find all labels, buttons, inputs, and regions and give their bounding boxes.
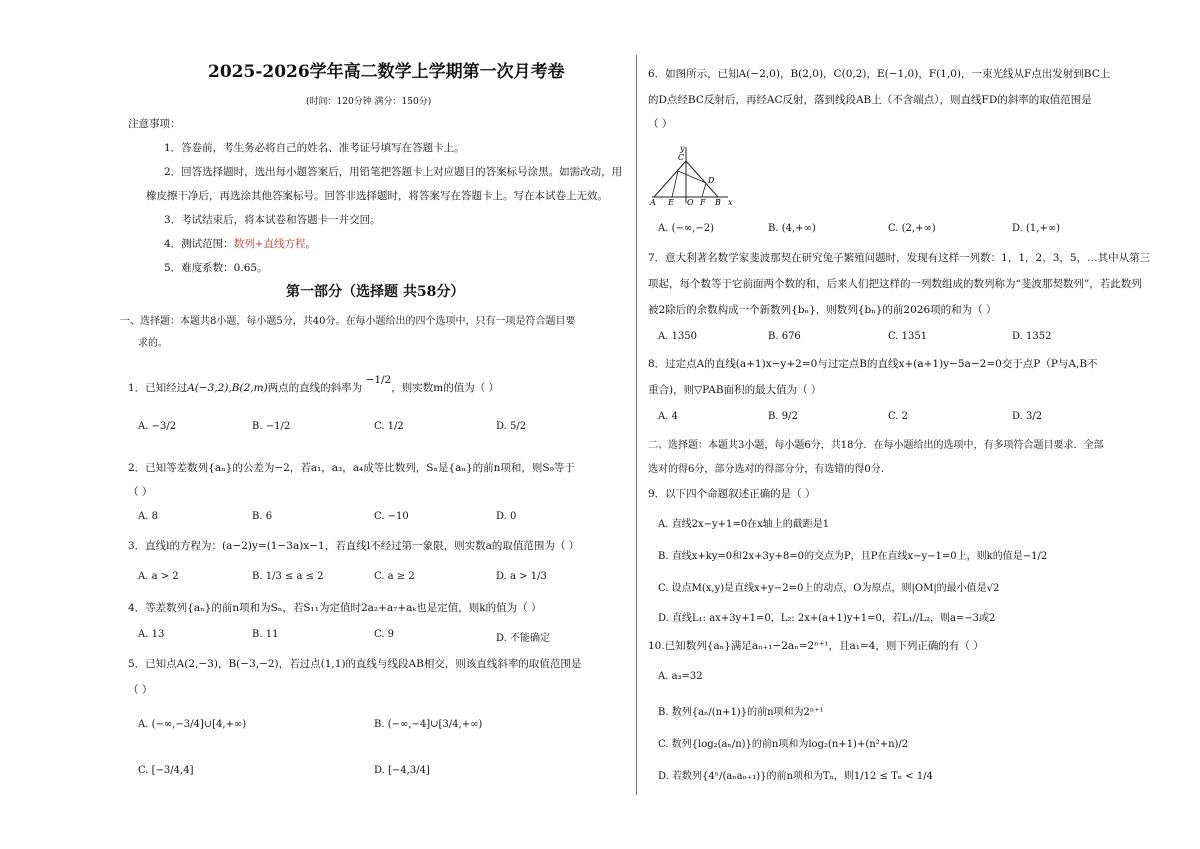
q9-option-d[interactable]: D. 直线L₁: ax+3y+1=0，L₂: 2x+(a+1)y+1=0，若L₁//L₂，则a=−3或2 <box>658 613 996 624</box>
q4-stem: 4．等差数列{aₙ}的前n项和为Sₙ，若S₁₁为定值时2a₂+a₇+aₖ也是定值，则k的值为（ ） <box>128 602 542 614</box>
note-4-label: 4．测试范围： <box>164 238 234 250</box>
q2-option-a[interactable]: A. 8 <box>138 511 158 522</box>
q6-option-a[interactable]: A. (−∞,−2) <box>658 223 715 234</box>
q6-figure <box>648 143 738 205</box>
q6-line-ac <box>654 161 686 197</box>
q7-option-c[interactable]: C. 1351 <box>888 331 928 342</box>
q5-stem: 5．已知点A(2,−3)，B(−3,−2)，若过点(1,1)的直线与线段AB相交，则该直线斜率的取值范围是 <box>128 658 582 670</box>
note-2a: 2．回答选择题时，选出每小题答案后，用铅笔把答题卡上对应题目的答案标号涂黑。如需改动，用 <box>164 166 623 178</box>
q8-option-d[interactable]: D. 3/2 <box>1012 411 1043 422</box>
q1-option-b[interactable]: B. −1/2 <box>252 421 291 432</box>
q8-option-b[interactable]: B. 9/2 <box>768 411 798 422</box>
q6-label-a: A <box>650 198 656 205</box>
q9-option-b[interactable]: B. 直线x+ky=0和2x+3y+8=0的交点为P，且P在直线x−y−1=0上，则k的值是−1/2 <box>658 551 1048 562</box>
q4-option-d[interactable]: D. 不能确定 <box>496 633 551 644</box>
column-divider <box>636 55 637 795</box>
q8-stem-b: 重合)，则▽PAB面积的最大值为（ ） <box>648 384 822 396</box>
q4-option-c[interactable]: C. 9 <box>374 629 395 640</box>
q2-option-b[interactable]: B. 6 <box>252 511 273 522</box>
q5-option-c[interactable]: C. [−3/4,4] <box>138 765 194 776</box>
q8-stem-a: 8．过定点A的直线(a+1)x−y+2=0与过定点B的直线x+(a+1)y−5a−2=0交于点P（P与A,B不 <box>648 358 1098 370</box>
q4-option-a[interactable]: A. 13 <box>138 629 165 640</box>
q6-label-e: E <box>668 198 674 205</box>
q10-option-a[interactable]: A. a₃=32 <box>658 671 703 682</box>
exam-title: 2025-2026学年高二数学上学期第一次月考卷 <box>208 62 565 82</box>
note-5: 5．难度系数：0.65。 <box>164 262 268 274</box>
q6-label-f: F <box>700 198 706 205</box>
q10-option-c[interactable]: C. 数列{log₂(aₙ/n)}的前n项和为log₂(n+1)+(n²+n)/2 <box>658 739 909 750</box>
q5-option-d[interactable]: D. [−4,3/4] <box>374 765 430 776</box>
q6-label-c: C <box>678 153 685 162</box>
q2-option-d[interactable]: D. 0 <box>496 511 517 522</box>
q4-option-b[interactable]: B. 11 <box>252 629 279 640</box>
test-scope: 数列+直线方程 <box>233 238 306 250</box>
q6-label-y: y <box>680 144 685 153</box>
q1-stem <box>128 374 500 395</box>
q3-option-a[interactable]: A. a > 2 <box>138 571 179 582</box>
q6-ray-final <box>672 171 678 197</box>
q7-stem-a: 7．意大利著名数学家斐波那契在研究兔子繁殖问题时，发现有这样一列数：1，1，2，3，5，…其中从第三 <box>648 252 1151 264</box>
note-2b: 橡皮擦干净后，再选涂其他答案标号。回答非选择题时，将答案写在答题卡上。写在本试卷上无效。 <box>146 190 608 202</box>
q7-option-b[interactable]: B. 676 <box>768 331 801 342</box>
q8-option-c[interactable]: C. 2 <box>888 411 909 422</box>
q6-paren: （ ） <box>648 118 673 130</box>
note-4-end: 。 <box>305 238 316 250</box>
note-1: 1．答卷前，考生务必将自己的姓名、准考证号填写在答题卡上。 <box>164 142 465 154</box>
q10-option-d[interactable]: D. 若数列{4ⁿ/(aₙaₙ₊₁)}的前n项和为Tₙ，则1/12 ≤ Tₙ < 1/4 <box>658 771 933 782</box>
q1-option-c[interactable]: C. 1/2 <box>374 421 404 432</box>
q9-stem: 9．以下四个命题叙述正确的是（ ） <box>648 488 816 500</box>
q2-stem: 2．已知等差数列{aₙ}的公差为−2，若a₁，a₃，a₄成等比数列，Sₙ是{aₙ}的前n项和，则S₉等于 <box>128 462 575 474</box>
q1-stem-a: 1．已知经过 <box>128 382 188 394</box>
q1-option-a[interactable]: A. −3/2 <box>138 421 177 432</box>
part2-intro-b: 选对的得6分，部分选对的得部分分，有选错的得0分． <box>648 464 891 475</box>
part2-intro-a: 二、选择题：本题共3小题，每小题6分，共18分．在每小题给出的选项中，有多项符合题目要求．全部 <box>648 440 1104 451</box>
note-3: 3．考试结束后，将本试卷和答题卡一并交回。 <box>164 214 381 226</box>
q1-option-d[interactable]: D. 5/2 <box>496 421 527 432</box>
q3-option-b[interactable]: B. 1/3 ≤ a ≤ 2 <box>252 571 324 582</box>
q6-stem-b: 的D点经BC反射后，再经AC反射，落到线段AB上（不含端点），则直线FD的斜率的取值范围是 <box>648 94 1092 106</box>
q5-option-a[interactable]: A. (−∞,−3/4]∪[4,+∞) <box>138 719 247 730</box>
q6-option-b[interactable]: B. (4,+∞) <box>768 223 816 234</box>
q6-option-c[interactable]: C. (2,+∞) <box>888 223 936 234</box>
q9-option-a[interactable]: A. 直线2x−y+1=0在x轴上的截距是1 <box>658 519 830 530</box>
q6-stem-a: 6．如图所示，已知A(−2,0)，B(2,0)，C(0,2)，E(−1,0)，F(1,0)，一束光线从F点出发射到BC上 <box>648 68 1111 80</box>
q10-option-b[interactable]: B. 数列{aₙ/(n+1)}的前n项和为2ⁿ⁺¹ <box>658 707 824 718</box>
q7-option-a[interactable]: A. 1350 <box>658 331 698 342</box>
part1-title: 第一部分（选择题 共58分） <box>286 284 465 300</box>
q3-option-c[interactable]: C. a ≥ 2 <box>374 571 415 582</box>
q8-option-a[interactable]: A. 4 <box>658 411 678 422</box>
q5-option-b[interactable]: B. (−∞,−4]∪[3/4,+∞) <box>374 719 483 730</box>
q1-points: A(−3,2),B(2,m) <box>187 382 268 394</box>
q3-stem: 3．直线l的方程为：(a−2)y=(1−3a)x−1，若直线l不经过第一象限，则实数a的取值范围为（ ） <box>128 540 580 552</box>
q7-option-d[interactable]: D. 1352 <box>1012 331 1052 342</box>
q1-stem-c: ，则实数m的值为（ ） <box>391 382 500 394</box>
q1-slope: −1/2 <box>365 374 392 386</box>
q2-paren: （ ） <box>128 486 153 498</box>
q10-stem: 10.已知数列{aₙ}满足aₙ₊₁−2aₙ=2ⁿ⁺¹，且a₁=4，则下列正确的有（ ） <box>648 640 984 652</box>
q6-ray-reflect <box>678 171 706 183</box>
q3-option-d[interactable]: D. a > 1/3 <box>496 571 547 582</box>
notes-heading: 注意事项： <box>128 118 181 130</box>
q2-option-c[interactable]: C. −10 <box>374 511 409 522</box>
q7-stem-c: 被2除后的余数构成一个新数列{bₙ}，则数列{bₙ}的前2026项的和为（ ） <box>648 304 997 316</box>
q1-stem-b: 两点的直线的斜率为 <box>267 382 363 394</box>
note-4 <box>164 237 316 251</box>
q6-ray-fd <box>702 183 706 197</box>
q6-label-x: x <box>728 198 733 205</box>
exam-subtitle: (时间：120分钟 满分：150分) <box>306 97 432 107</box>
part1-intro-a: 一、选择题：本题共8小题，每小题5分，共40分。在每小题给出的四个选项中，只有一项是符合题目要 <box>120 316 576 327</box>
q7-stem-b: 项起，每个数等于它前面两个数的和，后来人们把这样的一列数组成的数列称为“斐波那契数列”，若此数列 <box>648 278 1142 290</box>
q6-label-d: D <box>708 176 715 185</box>
q9-option-c[interactable]: C. 设点M(x,y)是直线x+y−2=0上的动点，O为原点，则|OM|的最小值是√2 <box>658 583 1000 594</box>
q6-label-o: O <box>687 198 694 205</box>
q6-option-d[interactable]: D. (1,+∞) <box>1012 223 1061 234</box>
part1-intro-b: 求的。 <box>138 338 168 349</box>
q6-label-b: B <box>715 198 721 205</box>
q5-paren: （ ） <box>128 684 153 696</box>
